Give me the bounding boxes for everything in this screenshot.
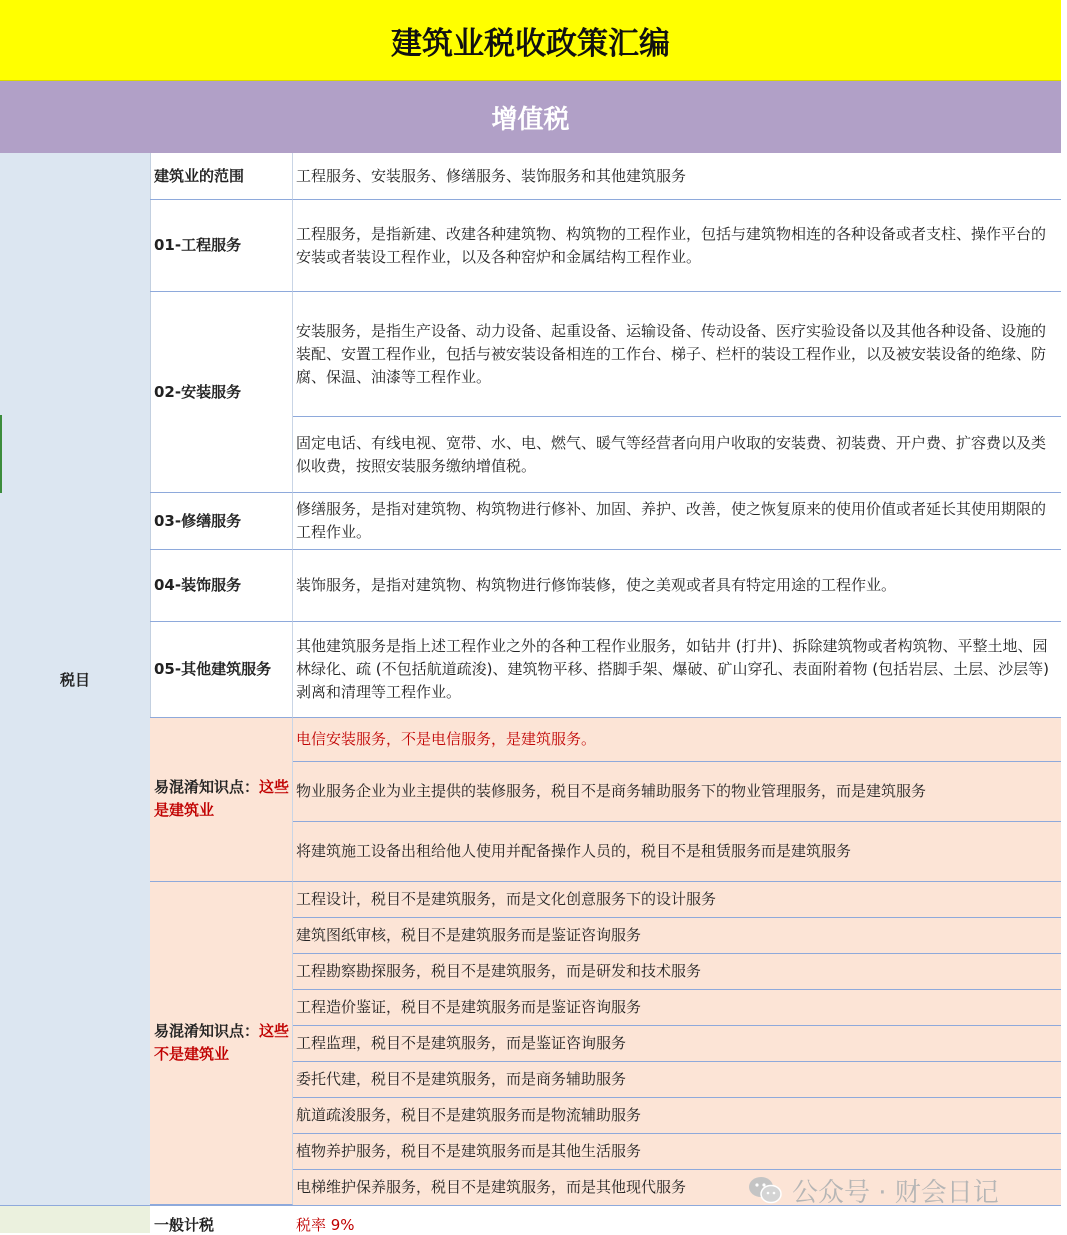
confuse-no-prefix: 易混淆知识点： [154, 1022, 260, 1040]
installation-service-text: 安装服务，是指生产设备、动力设备、起重设备、运输设备、传动设备、医疗实验设备以及其他各种设备、设施的装配、安置工程作业，包括与被安装设备相连的工作台、梯子、栏杆的装设工程作业，以及被安装设备的绝缘、防腐、保温、油漆等工程作业。 [293, 292, 1061, 417]
left-label-text: 税目 [59, 670, 90, 689]
confuse-no-label [150, 882, 293, 1205]
list-item: 电梯维护保养服务，税目不是建筑服务，而是其他现代服务 [293, 1170, 1061, 1205]
list-item: 工程造价鉴证，税目不是建筑服务而是鉴证咨询服务 [293, 990, 1061, 1026]
installation-service-label: 02-安装服务 [150, 292, 293, 493]
list-item: 工程勘察勘探服务，税目不是建筑服务，而是研发和技术服务 [293, 954, 1061, 990]
scope-label: 建筑业的范围 [150, 153, 293, 200]
list-item: 植物养护服务，税目不是建筑服务而是其他生活服务 [293, 1134, 1061, 1170]
engineering-service-label: 01-工程服务 [150, 200, 293, 292]
installation-fee-text: 固定电话、有线电视、宽带、水、电、燃气、暖气等经营者向用户收取的安装费、初装费、开户费、扩容费以及类似收费，按照安装服务缴纳增值税。 [293, 417, 1061, 493]
scope-text: 工程服务、安装服务、修缮服务、装饰服务和其他建筑服务 [293, 153, 1061, 200]
section-header: 增值税 [0, 81, 1061, 153]
general-tax-label: 一般计税 [150, 1205, 293, 1232]
confuse-yes-label [150, 718, 293, 882]
bottom-left-cell [0, 1205, 150, 1233]
list-item: 建筑图纸审核，税目不是建筑服务而是鉴证咨询服务 [293, 918, 1061, 954]
confuse-yes-prefix: 易混淆知识点： [154, 778, 260, 796]
decoration-service-label: 04-装饰服务 [150, 550, 293, 622]
list-item: 电信安装服务，不是电信服务，是建筑服务。 [293, 718, 1061, 762]
repair-service-label: 03-修缮服务 [150, 493, 293, 550]
confuse-yes-red: 这些是建筑业 [154, 778, 290, 819]
engineering-service-text: 工程服务，是指新建、改建各种建筑物、构筑物的工程作业，包括与建筑物相连的各种设备或者支柱、操作平台的安装或者装设工程作业，以及各种窑炉和金属结构工程作业。 [293, 200, 1061, 292]
page-title: 建筑业税收政策汇编 [0, 0, 1061, 81]
row-marker [0, 415, 2, 493]
other-service-text: 其他建筑服务是指上述工程作业之外的各种工程作业服务，如钻井 (打井)、拆除建筑物或者构筑物、平整土地、园林绿化、疏 (不包括航道疏浚)、建筑物平移、搭脚手架、爆破、矿山穿孔、表面附着物 (包括岩层、土层、沙层等)剥离和清理等工程作业。 [293, 622, 1061, 718]
list-item: 航道疏浚服务，税目不是建筑服务而是物流辅助服务 [293, 1098, 1061, 1134]
list-item: 物业服务企业为业主提供的装修服务，税目不是商务辅助服务下的物业管理服务，而是建筑服务 [293, 762, 1061, 822]
confuse-no-red: 这些不是建筑业 [154, 1022, 290, 1063]
tax-item-label [0, 153, 151, 1205]
decoration-service-text: 装饰服务，是指对建筑物、构筑物进行修饰装修，使之美观或者具有特定用途的工程作业。 [293, 550, 1061, 622]
tax-rate-text: 税率 9% [293, 1205, 1061, 1232]
list-item: 工程设计，税目不是建筑服务，而是文化创意服务下的设计服务 [293, 882, 1061, 918]
list-item: 委托代建，税目不是建筑服务，而是商务辅助服务 [293, 1062, 1061, 1098]
repair-service-text: 修缮服务，是指对建筑物、构筑物进行修补、加固、养护、改善，使之恢复原来的使用价值或者延长其使用期限的工程作业。 [293, 493, 1061, 550]
list-item: 工程监理，税目不是建筑服务，而是鉴证咨询服务 [293, 1026, 1061, 1062]
watermark-text: 公众号 · 财会日记 [792, 1177, 999, 1208]
other-service-label: 05-其他建筑服务 [150, 622, 293, 718]
list-item: 将建筑施工设备出租给他人使用并配备操作人员的，税目不是租赁服务而是建筑服务 [293, 822, 1061, 882]
wechat-icon [748, 1176, 782, 1204]
watermark [748, 1170, 999, 1210]
